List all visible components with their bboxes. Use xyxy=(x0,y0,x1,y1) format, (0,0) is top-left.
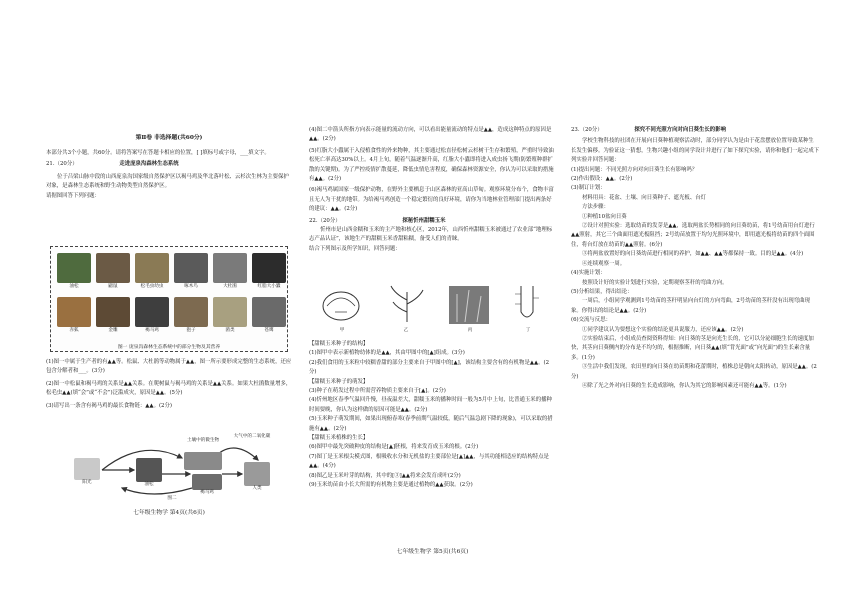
section-intro: 本部分共3个小题，共60分。请将答案写在答题卡相应的位置，[ ]填标号或字母，___填文字。 xyxy=(46,150,270,156)
organism-photo xyxy=(135,297,169,327)
organism-photo xyxy=(135,253,169,283)
column-page-4 xyxy=(46,0,292,608)
step-6-b: ②实验结束后，小组成员查阅资料得知：向日葵的茎是向光生长的，它可以分泌细胞生长的速度加快，其茎向日葵侧内的分布是不均匀的，根据推断，向日葵▲▲(填“背光面”或“向光面”)的生长素含量多。(1分) xyxy=(571,335,814,361)
question-22-prompt: 结合下列图示及所学知识，回答问题： xyxy=(309,245,401,252)
figure-2-cycle xyxy=(72,430,272,504)
organism-photo xyxy=(252,297,286,327)
fig-label-bing: 丙 xyxy=(467,328,473,333)
organism-label: 狍子 xyxy=(186,328,196,333)
fig2-node-sunlight: 阳光 xyxy=(82,480,92,485)
question-22-6: (6)图甲中最先突破种皮的结构是[▲]胚根，将来发育成玉米的根。(2分) xyxy=(309,444,479,451)
figure-1-ecosystem xyxy=(50,246,288,352)
step-1: (1)提出问题：不同光照方向对向日葵生长有影响吗？ xyxy=(571,166,698,173)
fig-label-ding: 丁 xyxy=(525,328,531,333)
organism-label: 菌类 xyxy=(225,328,235,333)
question-21-6: (6)褐马鸡属国家一级保护动物，在野外主要栖息于山区森林的亚高山草甸。观察环境分布个，食物丰富且无人为干扰的地带。为给褐马鸡创造一个稳定繁衍的良好环境，请你为当地林业管理部门提出两条好的建议：▲▲。(2分) xyxy=(309,187,554,213)
column-page-5 xyxy=(309,0,556,608)
organism-label: 大杜鹃 xyxy=(223,284,237,289)
organism-label: 红脂大小蠹 xyxy=(257,284,281,289)
sunlight-image xyxy=(74,458,100,480)
question-22-5: (5)玉米种子萌发期间，如果出现俯春寒(春季前期气温较低，随后气温急剧下降的现象)，可以采取的措施有▲▲。(2分) xyxy=(309,416,553,432)
organism-label: 油松 xyxy=(69,284,79,289)
figure-2-arrows xyxy=(72,430,272,504)
question-23-title: 探究不同光照方向对向日葵生长的影响 xyxy=(634,127,726,133)
fig2-node-co2: 大气中的二氧化碳 xyxy=(233,434,271,439)
figure-corn-structures xyxy=(317,282,553,338)
step-4: (4)实施计划： xyxy=(571,270,606,277)
question-21-4: (4)图二中箭头所指方向表示能量的流动方向，可以看出能量流动的特点是▲▲，造成这种特点的原因是▲▲。(2分) xyxy=(309,127,552,143)
step-4-detail: 按照设计好的实验计划进行实验，定期观察茎秆的弯曲方向。 xyxy=(582,279,728,286)
question-23-row xyxy=(571,126,819,135)
soil-microbes-image xyxy=(184,452,222,470)
column-page-6 xyxy=(571,0,819,608)
step-6: (6)交流与反思： xyxy=(571,317,611,324)
organism-label: 苍鹰 xyxy=(264,328,274,333)
question-22-row xyxy=(309,217,556,226)
question-22-4: (4)忻州地区春季气温回升慢，昼夜温差大，甜糯玉米的播种时间一般为5月中上旬，比普通玉米的播种时间要晚，你认为这样做的原因可能是▲▲。(2分) xyxy=(309,397,552,413)
question-22-2: (2)我们食用的玉米粒中较糯香甜的部分主要来自于甲图中的[▲]，该结构主要含有的有机物是▲▲。(2分) xyxy=(309,359,550,376)
leaf-bud-drawing xyxy=(391,286,423,322)
question-21-title: 走进庞泉沟森林生态系统 xyxy=(119,161,179,168)
question-21-number: 21.（20分） xyxy=(46,161,78,168)
pheasant-image xyxy=(192,474,222,490)
step-3-methods: 方法步骤： xyxy=(582,204,609,211)
step-5-detail: 一周后，小组同学观测到1号幼苗的茎秆明显向台灯的方向弯曲，2号幼苗的茎秆没有出现弯曲现象。你得出的结论是▲▲。(2分) xyxy=(571,298,810,314)
organism-photo xyxy=(96,297,130,327)
organism-photo xyxy=(174,297,208,327)
organism-photo xyxy=(213,253,247,283)
question-22-8: (8)图乙是玉米叶芽的结构，其中的[③]▲▲将来会发育成叶(2分) xyxy=(309,472,461,479)
organism-photo xyxy=(252,253,286,283)
question-22-7: (7)图丁是玉米根尖模式图，根吸收水分和无机盐的主要部位是[▲]▲▲，与其功能相适应的结构特点是▲▲。(4分) xyxy=(309,453,549,470)
step-3-materials: 材料用具：花盆、土壤、向日葵种子、遮光板、台灯 xyxy=(582,194,706,201)
organism-photo xyxy=(57,297,91,327)
question-22-title: 探秘忻州甜糯玉米 xyxy=(402,217,446,224)
question-23-number: 23.（20分） xyxy=(571,127,603,133)
question-22-number: 22.（20分） xyxy=(309,217,341,224)
organism-photo xyxy=(96,253,130,283)
question-21-intro: 位于吕梁山脉中段的山西庞泉沟国家级自然保护区以褐马鸡及华北落叶松、云杉次生林为主要保护对象，是森林生态系统和野生动物类型自然保护区。 xyxy=(46,173,289,190)
organism-label: 金雕 xyxy=(108,328,118,333)
fig-label-yi: 乙 xyxy=(403,328,409,333)
question-23-intro: 学校生物科技的社团在开展向日葵种植观察活动时，部分同学认为是由于花盘摆放位置导致某种生长发生偏移。为验证这一猜想，生物兴趣小组的同学设计并进行了如下探究实验，请你和他们一起完成下列实验并回答问题： xyxy=(571,138,819,164)
step-5: (5)分析结果，得出结论： xyxy=(571,288,633,295)
step-2: (2)作出假设：▲▲。(2分) xyxy=(571,176,633,183)
fig2-node-human: 人类 xyxy=(252,486,262,491)
question-21-prompt: 请据图回答下列问题： xyxy=(46,192,100,199)
step-3-planting: ①种植10盆向日葵 xyxy=(582,213,627,220)
step-3-care: ③将两盆放置好的向日葵幼苗进行相同的养护，如▲▲、▲▲等都保持一致。目的是▲▲。(4分) xyxy=(582,251,804,258)
question-21-5: (5)红脂大小蠹属于入侵植食性的外来物种，其主要通过松直径松树云杉树干生存和繁殖，严重时导致油松死亡率高达30%以上。4月上旬，随着气温逐渐升高，红脂大小蠹即将进入成虫扬飞期(防繁殖种群扩散的关键期)。为了严控疫情扩散蔓延，降低虫情危害程度，确保森林资源安全，你认为可以采取的措施有▲▲。(2分) xyxy=(309,147,554,183)
subhead-germination: 【甜糯玉米种子的萌发】 xyxy=(309,378,369,385)
organism-photo xyxy=(57,253,91,283)
figure-2-caption: 图二 xyxy=(167,496,177,501)
step-6-d: ④除了光之外对向日葵的生长造成影响，你认为其它的影响因素还可能有▲▲等。(1分) xyxy=(582,382,787,389)
organism-photo xyxy=(174,253,208,283)
fig2-node-pheasant: 褐马鸡 xyxy=(200,490,214,495)
organism-label: 鼯鼠 xyxy=(108,284,118,289)
corn-seed-outline xyxy=(323,292,359,320)
fig2-node-pine: 油松 xyxy=(144,482,154,487)
question-21-3: (3)请写出一条含有褐马鸡的最长食物链：▲▲。(2分) xyxy=(46,402,172,409)
organism-label: 赤狐 xyxy=(69,328,79,333)
root-tip-drawing xyxy=(521,286,533,317)
human-image xyxy=(244,462,270,486)
organism-label: 啄木鸟 xyxy=(184,284,198,289)
pine-image xyxy=(136,458,162,482)
step-6-a: ①同学建议认为要想这个实验的结论更具说服力，还应该▲▲。(2分) xyxy=(582,326,744,333)
fig2-node-microbes: 土壤中的微生物 xyxy=(186,438,220,443)
fig-label-jia: 甲 xyxy=(339,328,345,333)
step-3-control: ②设计对照实验：选取幼苗的发芽是▲▲，选取两盆长势相同的向日葵幼苗，将1号幼苗用台灯进行▲▲照射，其它三个曲面用遮光板阻挡；2号幼苗放置于均匀光照环境中，即用遮光板将幼苗的四个面围住，将台灯放在幼苗的▲▲照射。(6分) xyxy=(571,223,815,248)
step-3-observe: ④连续观察一周。 xyxy=(582,260,626,267)
page-5-footer: 七年级生物学 第5页(共6页) xyxy=(396,549,469,555)
step-3: (3)制订计划： xyxy=(571,185,606,192)
step-6-c: ③生活中我们发现，农田里的向日葵在幼苗期和花蕾期时，植株总是朝向太阳转动，原因是▲▲。(2分) xyxy=(571,364,817,380)
figure-1-caption: 图一 庞泉沟森林生态系统中的部分生物及其营养 xyxy=(117,345,221,350)
question-21-2: (2)图一中松鼠和褐马鸡的关系是▲▲关系。在爬树鼠与褐马鸡的关系是▲▲关系。如果大杜鹃数量增多，松毛虫▲▲(填“会”或“不会”)泛滥成灾，原因是▲▲。(5分) xyxy=(46,380,292,397)
organism-photo xyxy=(213,297,247,327)
question-22-3: (3)种子在萌发过程中所需营养物质主要来自于[▲]。(2分) xyxy=(309,388,446,395)
subhead-seed-structure: 【甜糯玉米种子的结构】 xyxy=(309,341,369,347)
page-4-footer: 七年级生物学 第4页(共6页) xyxy=(133,510,205,516)
subhead-growth: 【甜糯玉米植株的生长】 xyxy=(309,435,369,442)
question-22-intro: 忻州市是山西金糯和玉米的主产地和核心区，2012年，山西忻州甜糯玉米被通过了农业部“地理标志产品认证”，该地生产的甜糯玉米香甜粘糯，备受人们的青睐。 xyxy=(309,227,553,243)
question-21-row xyxy=(46,160,292,169)
question-22-9: (9)玉米幼苗由小长大所需的有机物主要是通过植物的▲▲获取。(2分) xyxy=(309,482,473,489)
section-title: 第Ⅱ卷 非选择题(共60分) xyxy=(135,134,203,141)
question-21-1: (1)图一中属于生产者的有▲▲等。松鼠、大杜鹃等动物属于▲▲，图一所示要形成完整的生态系统，还应包含分解者和___。(3分) xyxy=(46,359,292,375)
question-22-1: (1)图甲中表示新植物幼体的是▲▲，其由甲图中的[▲]组成。(3分) xyxy=(309,350,465,357)
organism-label: 褐马鸡 xyxy=(145,328,159,333)
corn-figure-drawings xyxy=(317,282,553,328)
organism-label: 松毛虫幼虫 xyxy=(140,284,164,289)
